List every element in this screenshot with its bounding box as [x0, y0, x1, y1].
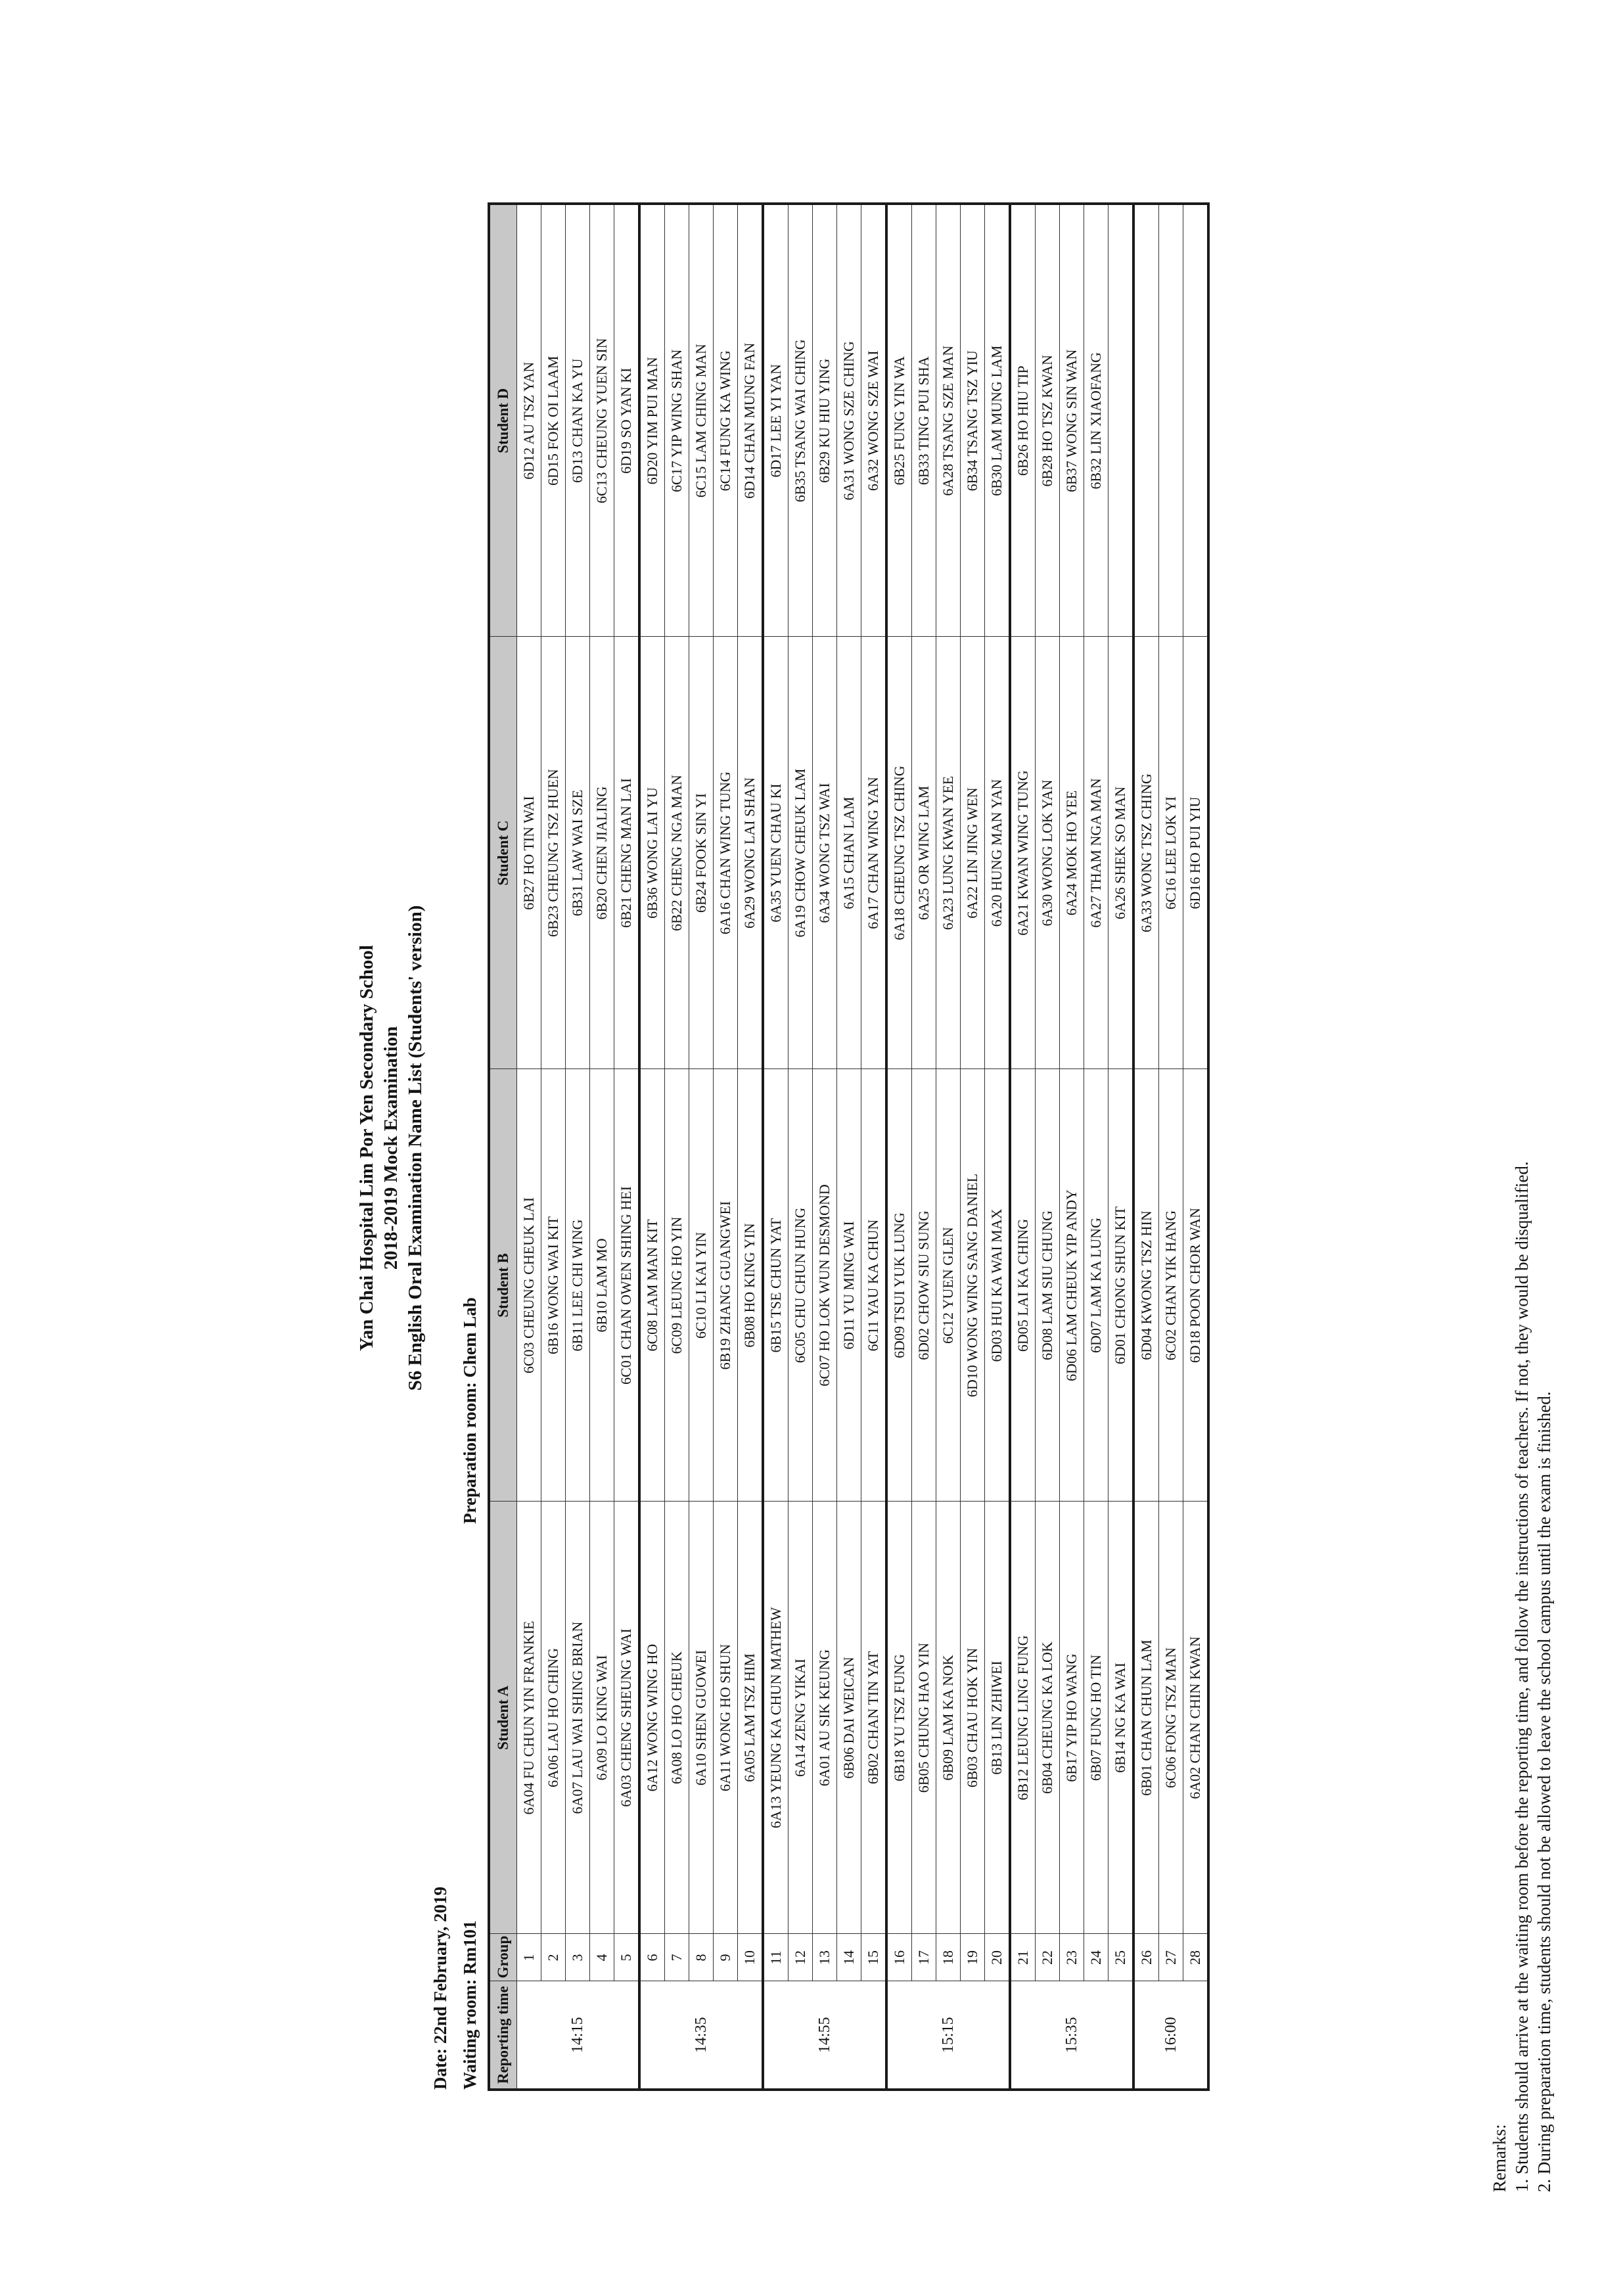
student-c-cell: 6B21 CHENG MAN LAI — [614, 637, 640, 1069]
table-row — [689, 204, 714, 2090]
reporting-time-cell: 15:15 — [886, 1981, 1010, 2090]
student-d-cell: 6B33 TING PUI SHA — [912, 204, 936, 637]
preparation-room: Preparation room: Chem Lab — [460, 1297, 480, 1524]
student-d-cell: 6B26 HO HIU TIP — [1010, 204, 1036, 637]
student-b-cell: 6B10 LAM MO — [590, 1069, 614, 1502]
student-a-cell: 6B12 LEUNG LING FUNG — [1010, 1502, 1036, 1934]
name-list-table — [488, 202, 1210, 2091]
student-b-cell: 6C12 YUEN GLEN — [936, 1069, 961, 1502]
student-b-cell: 6B08 HO KING YIN — [738, 1069, 764, 1502]
group-cell: 15 — [861, 1934, 887, 1981]
group-cell: 22 — [1036, 1934, 1060, 1981]
student-a-cell: 6A07 LAU WAI SHING BRIAN — [566, 1502, 590, 1934]
student-c-cell: 6B36 WONG LAI YU — [639, 637, 665, 1069]
table-body — [517, 204, 1209, 2090]
group-cell: 1 — [517, 1934, 541, 1981]
student-c-cell: 6A29 WONG LAI SHAN — [738, 637, 764, 1069]
table-row — [936, 204, 961, 2090]
student-c-cell: 6B27 HO TIN WAI — [517, 637, 541, 1069]
table-row — [1133, 204, 1159, 2090]
student-a-cell: 6B18 YU TSZ FUNG — [886, 1502, 912, 1934]
student-b-cell: 6D06 LAM CHEUK YIP ANDY — [1060, 1069, 1084, 1502]
group-cell: 5 — [614, 1934, 640, 1981]
column-header: Group — [489, 1934, 517, 1981]
group-cell: 8 — [689, 1934, 714, 1981]
reporting-time-cell: 14:55 — [763, 1981, 886, 2090]
table-row — [763, 204, 789, 2090]
group-cell: 18 — [936, 1934, 961, 1981]
student-b-cell: 6C03 CHEUNG CHEUK LAI — [517, 1069, 541, 1502]
group-cell: 14 — [837, 1934, 861, 1981]
table-row — [861, 204, 887, 2090]
student-d-cell — [1183, 204, 1209, 637]
group-cell: 4 — [590, 1934, 614, 1981]
group-cell: 25 — [1109, 1934, 1134, 1981]
student-b-cell: 6B16 WONG WAI KIT — [541, 1069, 566, 1502]
student-b-cell: 6C07 HO LOK WUN DESMOND — [813, 1069, 837, 1502]
table-row — [1060, 204, 1084, 2090]
student-a-cell: 6A08 LO HO CHEUK — [665, 1502, 689, 1934]
student-a-cell: 6C06 FONG TSZ MAN — [1159, 1502, 1183, 1934]
student-a-cell: 6B01 CHAN CHUN LAM — [1133, 1502, 1159, 1934]
student-d-cell: 6D13 CHAN KA YU — [566, 204, 590, 637]
student-d-cell: 6C14 FUNG KA WING — [714, 204, 738, 637]
student-c-cell: 6B20 CHEN JIALING — [590, 637, 614, 1069]
table-row — [1109, 204, 1134, 2090]
column-header: Student C — [489, 637, 517, 1069]
group-cell: 19 — [961, 1934, 985, 1981]
student-c-cell: 6A26 SHEK SO MAN — [1109, 637, 1134, 1069]
table-row — [1036, 204, 1060, 2090]
student-c-cell: 6B23 CHEUNG TSZ HUEN — [541, 637, 566, 1069]
student-a-cell: 6B03 CHAU HOK YIN — [961, 1502, 985, 1934]
student-b-cell: 6C01 CHAN OWEN SHING HEI — [614, 1069, 640, 1502]
group-cell: 13 — [813, 1934, 837, 1981]
reporting-time-cell: 14:15 — [517, 1981, 640, 2090]
student-a-cell: 6A13 YEUNG KA CHUN MATHEW — [763, 1502, 789, 1934]
table-row — [813, 204, 837, 2090]
remarks — [1488, 1161, 1555, 2192]
student-b-cell: 6D04 KWONG TSZ HIN — [1133, 1069, 1159, 1502]
student-b-cell: 6D09 TSUI YUK LUNG — [886, 1069, 912, 1502]
student-d-cell: 6B35 TSANG WAI CHING — [789, 204, 813, 637]
reporting-time-cell: 15:35 — [1010, 1981, 1133, 2090]
table-row — [738, 204, 764, 2090]
student-d-cell: 6A31 WONG SZE CHING — [837, 204, 861, 637]
remark-item: 1. Students should arrive at the waiting room before the reporting time, and follow the instructions of teachers. If not, they would be disqualified. — [1512, 1161, 1532, 2192]
column-header: Reporting time — [489, 1981, 517, 2090]
student-b-cell: 6D18 POON CHOR WAN — [1183, 1069, 1209, 1502]
student-a-cell: 6A04 FU CHUN YIN FRANKIE — [517, 1502, 541, 1934]
exam-date: Date: 22nd February, 2019 — [430, 1887, 450, 2090]
student-b-cell: 6C05 CHU CHUN HUNG — [789, 1069, 813, 1502]
group-cell: 11 — [763, 1934, 789, 1981]
student-d-cell: 6C13 CHEUNG YUEN SIN — [590, 204, 614, 637]
student-c-cell: 6A24 MOK HO YEE — [1060, 637, 1084, 1069]
column-header: Student D — [489, 204, 517, 637]
student-d-cell: 6D20 YIM PUI MAN — [639, 204, 665, 637]
remarks-title: Remarks: — [1490, 2124, 1509, 2192]
table-row — [1159, 204, 1183, 2090]
student-a-cell: 6B14 NG KA WAI — [1109, 1502, 1134, 1934]
student-b-cell: 6D07 LAM KA LUNG — [1084, 1069, 1109, 1502]
student-c-cell: 6A23 LUNG KWAN YEE — [936, 637, 961, 1069]
table-row — [714, 204, 738, 2090]
table-row — [1183, 204, 1209, 2090]
student-b-cell: 6C09 LEUNG HO YIN — [665, 1069, 689, 1502]
group-cell: 24 — [1084, 1934, 1109, 1981]
student-d-cell: 6D14 CHAN MUNG FAN — [738, 204, 764, 637]
student-b-cell: 6C08 LAM MAN KIT — [639, 1069, 665, 1502]
student-c-cell: 6A17 CHAN WING YAN — [861, 637, 887, 1069]
student-d-cell: 6A32 WONG SZE WAI — [861, 204, 887, 637]
student-d-cell: 6B30 LAM MUNG LAM — [985, 204, 1011, 637]
student-c-cell: 6A33 WONG TSZ CHING — [1133, 637, 1159, 1069]
student-b-cell: 6D05 LAI KA CHING — [1010, 1069, 1036, 1502]
student-c-cell: 6A25 OR WING LAM — [912, 637, 936, 1069]
student-c-cell: 6A35 YUEN CHAU KI — [763, 637, 789, 1069]
student-c-cell: 6A18 CHEUNG TSZ CHING — [886, 637, 912, 1069]
table-row — [837, 204, 861, 2090]
group-cell: 16 — [886, 1934, 912, 1981]
group-cell: 6 — [639, 1934, 665, 1981]
student-b-cell: 6B11 LEE CHI WING — [566, 1069, 590, 1502]
exam-name: 2018-2019 Mock Examination — [380, 1026, 401, 1270]
table-row — [789, 204, 813, 2090]
student-a-cell: 6A10 SHEN GUOWEI — [689, 1502, 714, 1934]
student-c-cell: 6A19 CHOW CHEUK LAM — [789, 637, 813, 1069]
student-d-cell: 6D12 AU TSZ YAN — [517, 204, 541, 637]
student-c-cell: 6A27 THAM NGA MAN — [1084, 637, 1109, 1069]
student-d-cell: 6B32 LIN XIAOFANG — [1084, 204, 1109, 637]
student-c-cell: 6B22 CHENG NGA MAN — [665, 637, 689, 1069]
group-cell: 26 — [1133, 1934, 1159, 1981]
table-row — [541, 204, 566, 2090]
column-header: Student A — [489, 1502, 517, 1934]
table-row — [912, 204, 936, 2090]
student-c-cell: 6C16 LEE LOK YI — [1159, 637, 1183, 1069]
reporting-time-cell: 16:00 — [1133, 1981, 1208, 2090]
group-cell: 9 — [714, 1934, 738, 1981]
student-a-cell: 6B02 CHAN TIN YAT — [861, 1502, 887, 1934]
group-cell: 27 — [1159, 1934, 1183, 1981]
student-b-cell: 6B15 TSE CHUN YAT — [763, 1069, 789, 1502]
student-a-cell: 6A09 LO KING WAI — [590, 1502, 614, 1934]
student-b-cell: 6D03 HUI KA WAI MAX — [985, 1069, 1011, 1502]
student-b-cell: 6C10 LI KAI YIN — [689, 1069, 714, 1502]
student-c-cell: 6B31 LAW WAI SZE — [566, 637, 590, 1069]
table-row — [1084, 204, 1109, 2090]
student-d-cell: 6B25 FUNG YIN WA — [886, 204, 912, 637]
student-d-cell: 6D19 SO YAN KI — [614, 204, 640, 637]
student-d-cell: 6D15 FOK OI LAAM — [541, 204, 566, 637]
student-a-cell: 6B04 CHEUNG KA LOK — [1036, 1502, 1060, 1934]
student-a-cell: 6A05 LAM TSZ HIM — [738, 1502, 764, 1934]
group-cell: 10 — [738, 1934, 764, 1981]
student-a-cell: 6A12 WONG WING HO — [639, 1502, 665, 1934]
student-a-cell: 6B17 YIP HO WANG — [1060, 1502, 1084, 1934]
student-a-cell: 6B07 FUNG HO TIN — [1084, 1502, 1109, 1934]
student-b-cell: 6D02 CHOW SIU SUNG — [912, 1069, 936, 1502]
student-a-cell: 6A03 CHENG SHEUNG WAI — [614, 1502, 640, 1934]
group-cell: 20 — [985, 1934, 1011, 1981]
group-cell: 12 — [789, 1934, 813, 1981]
student-b-cell: 6C11 YAU KA CHUN — [861, 1069, 887, 1502]
student-c-cell: 6A22 LIN JING WEN — [961, 637, 985, 1069]
table-row — [639, 204, 665, 2090]
student-b-cell: 6D11 YU MING WAI — [837, 1069, 861, 1502]
student-a-cell: 6A14 ZENG YIKAI — [789, 1502, 813, 1934]
table-row — [517, 204, 541, 2090]
document-header — [355, 0, 428, 2296]
student-d-cell — [1133, 204, 1159, 637]
reporting-time-cell: 14:35 — [639, 1981, 763, 2090]
group-cell: 2 — [541, 1934, 566, 1981]
school-name: Yan Chai Hospital Lim Por Yen Secondary School — [356, 945, 377, 1351]
student-c-cell: 6A15 CHAN LAM — [837, 637, 861, 1069]
student-b-cell: 6B19 ZHANG GUANGWEI — [714, 1069, 738, 1502]
student-d-cell: 6B29 KU HIU YING — [813, 204, 837, 637]
student-b-cell: 6C02 CHAN YIK HANG — [1159, 1069, 1183, 1502]
student-d-cell: 6C17 YIP WING SHAN — [665, 204, 689, 637]
student-a-cell: 6A01 AU SIK KEUNG — [813, 1502, 837, 1934]
table-row — [566, 204, 590, 2090]
student-b-cell: 6D01 CHONG SHUN KIT — [1109, 1069, 1134, 1502]
student-c-cell: 6A16 CHAN WING TUNG — [714, 637, 738, 1069]
student-c-cell: 6B24 FOOK SIN YI — [689, 637, 714, 1069]
student-c-cell: 6A34 WONG TSZ WAI — [813, 637, 837, 1069]
student-d-cell: 6B37 WONG SIN WAN — [1060, 204, 1084, 637]
student-b-cell: 6D10 WONG WING SANG DANIEL — [961, 1069, 985, 1502]
student-b-cell: 6D08 LAM SIU CHUNG — [1036, 1069, 1060, 1502]
table-header-row — [489, 204, 517, 2090]
student-c-cell: 6A21 KWAN WING TUNG — [1010, 637, 1036, 1069]
list-title: S6 English Oral Examination Name List (Students' version) — [405, 905, 426, 1391]
student-a-cell: 6B06 DAI WEICAN — [837, 1502, 861, 1934]
group-cell: 3 — [566, 1934, 590, 1981]
group-cell: 17 — [912, 1934, 936, 1981]
student-a-cell: 6A02 CHAN CHIN KWAN — [1183, 1502, 1209, 1934]
table-row — [590, 204, 614, 2090]
table-row — [1010, 204, 1036, 2090]
waiting-room: Waiting room: Rm101 — [460, 1920, 480, 2090]
table-row — [886, 204, 912, 2090]
student-a-cell: 6B09 LAM KA NOK — [936, 1502, 961, 1934]
student-d-cell: 6D17 LEE YI YAN — [763, 204, 789, 637]
student-d-cell: 6A28 TSANG SZE MAN — [936, 204, 961, 637]
student-a-cell: 6B05 CHUNG HAO YIN — [912, 1502, 936, 1934]
student-d-cell: 6C15 LAM CHING MAN — [689, 204, 714, 637]
student-a-cell: 6A06 LAU HO CHING — [541, 1502, 566, 1934]
student-d-cell: 6B34 TSANG TSZ YIU — [961, 204, 985, 637]
student-d-cell — [1159, 204, 1183, 637]
student-d-cell: 6B28 HO TSZ KWAN — [1036, 204, 1060, 637]
column-header: Student B — [489, 1069, 517, 1502]
student-c-cell: 6D16 HO PUI YIU — [1183, 637, 1209, 1069]
table-row — [614, 204, 640, 2090]
group-cell: 28 — [1183, 1934, 1209, 1981]
student-a-cell: 6A11 WONG HO SHUN — [714, 1502, 738, 1934]
remark-item: 2. During preparation time, students should not be allowed to leave the school campus until the exam is finished. — [1534, 1391, 1554, 2192]
student-a-cell: 6B13 LIN ZHIWEI — [985, 1502, 1011, 1934]
table-row — [985, 204, 1011, 2090]
student-c-cell: 6A30 WONG LOK YAN — [1036, 637, 1060, 1069]
table-row — [961, 204, 985, 2090]
table-row — [665, 204, 689, 2090]
group-cell: 21 — [1010, 1934, 1036, 1981]
group-cell: 23 — [1060, 1934, 1084, 1981]
student-c-cell: 6A20 HUNG MAN YAN — [985, 637, 1011, 1069]
student-d-cell — [1109, 204, 1134, 637]
group-cell: 7 — [665, 1934, 689, 1981]
